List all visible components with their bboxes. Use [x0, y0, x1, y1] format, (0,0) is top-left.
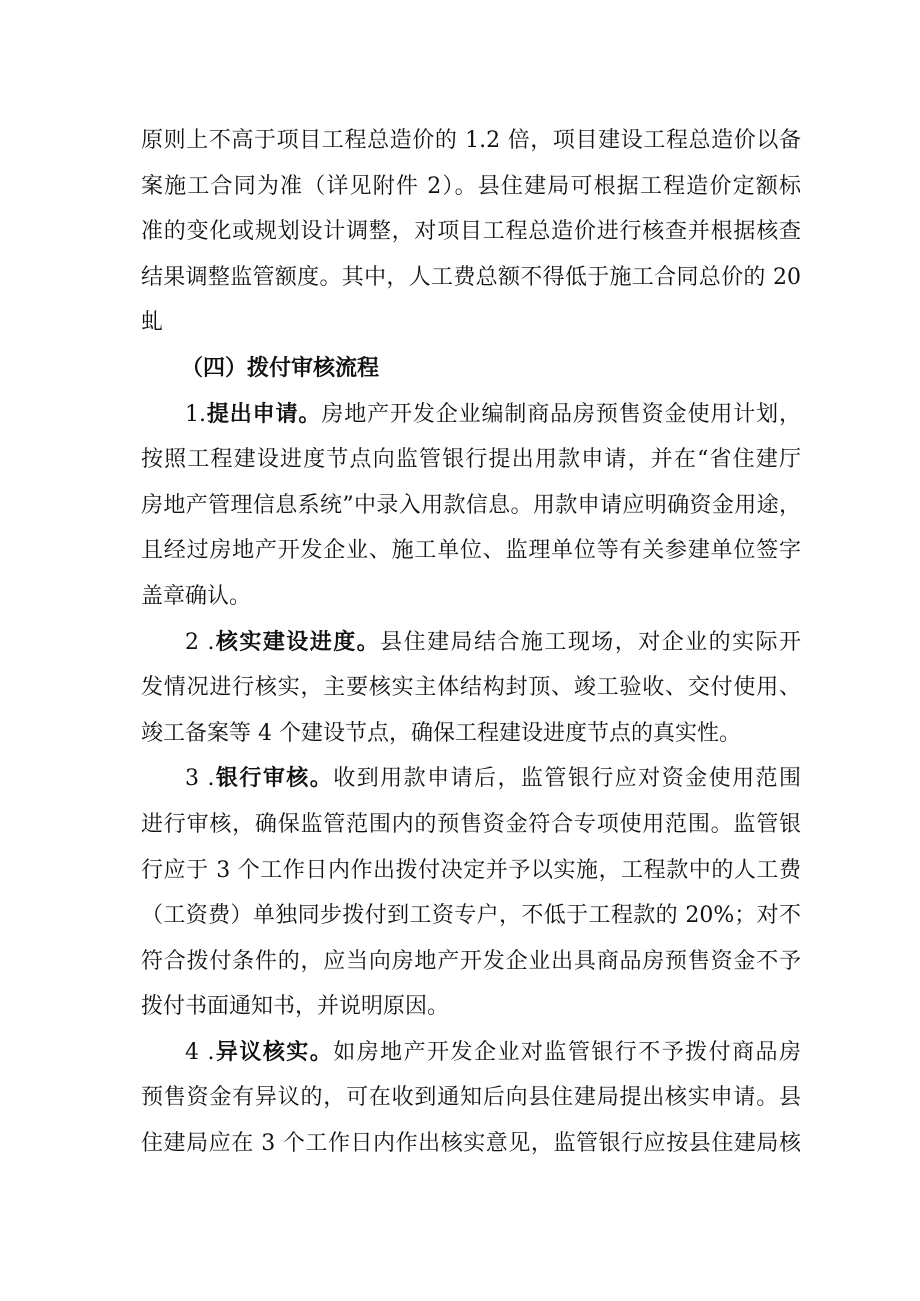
text-line: 行应于 3 个工作日内作出拨付决定并予以实施，工程款中的人工费 [141, 857, 801, 883]
text-line: （工资费）单独同步拨付到工资专户，不低于工程款的 20%；对不 [141, 903, 801, 929]
text-line: 预售资金有异议的，可在收到通知后向县住建局提出核实申请。县 [141, 1085, 801, 1111]
item-number: 1. [185, 401, 206, 427]
item-number: 4 . [185, 1039, 215, 1065]
text-line: 符合拨付条件的，应当向房地产开发企业出具商品房预售资金不予 [141, 948, 801, 974]
text-line: 竣工备案等 4 个建设节点，确保工程建设进度节点的真实性。 [141, 720, 741, 746]
paragraph-first-line [141, 620, 801, 666]
item-title: 核实建设进度。 [214, 628, 381, 655]
text-line: 房地产管理信息系统”中录入用款信息。用款申请应明确资金用途， [141, 492, 801, 518]
text-line: 盖章确认。 [141, 583, 252, 609]
text-line: 案施工合同为准（详见附件 2）。县住建局可根据工程造价定额标 [141, 173, 801, 199]
item-title: 提出申请。 [206, 400, 322, 427]
text-line: 虬 [141, 310, 164, 336]
item-number: 3 . [185, 766, 215, 792]
item-title: 银行审核。 [214, 765, 334, 792]
text-line: 拨付书面通知书，并说明原因。 [141, 994, 450, 1020]
text-line: 结果调整监管额度。其中，人工费总额不得低于施工合同总价的 20 [141, 264, 801, 290]
text-line: 按照工程建设进度节点向监管银行提出用款申请，并在“省住建厅 [141, 447, 801, 473]
section-heading: （四）拨付审核流程 [181, 354, 380, 381]
document-body [141, 118, 801, 1167]
item-number: 2 . [185, 629, 215, 655]
paragraph-first-line [141, 756, 801, 802]
paragraph-first-line [141, 1030, 801, 1076]
item-text: 县住建局结合施工现场，对企业的实际开 [380, 629, 801, 655]
item-text: 房地产开发企业编制商品房预售资金使用计划， [321, 401, 801, 427]
text-line: 住建局应在 3 个工作日内作出核实意见，监管银行应按县住建局核 [141, 1131, 801, 1157]
text-line: 发情况进行核实，主要核实主体结构封顶、竣工验收、交付使用、 [141, 675, 801, 701]
text-line: 原则上不高于项目工程总造价的 1.2 倍，项目建设工程总造价以备 [141, 128, 801, 153]
item-title: 异议核实。 [214, 1038, 334, 1065]
paragraph-first-line [141, 392, 801, 438]
item-text: 如房地产开发企业对监管银行不予拨付商品房 [333, 1039, 801, 1065]
text-line: 准的变化或规划设计调整，对项目工程总造价进行核查并根据核查 [141, 219, 801, 245]
item-text: 收到用款申请后，监管银行应对资金使用范围 [333, 766, 801, 792]
text-line: 且经过房地产开发企业、施工单位、监理单位等有关参建单位签字 [141, 538, 801, 564]
text-line: 进行审核，确保监管范围内的预售资金符合专项使用范围。监管银 [141, 811, 801, 837]
